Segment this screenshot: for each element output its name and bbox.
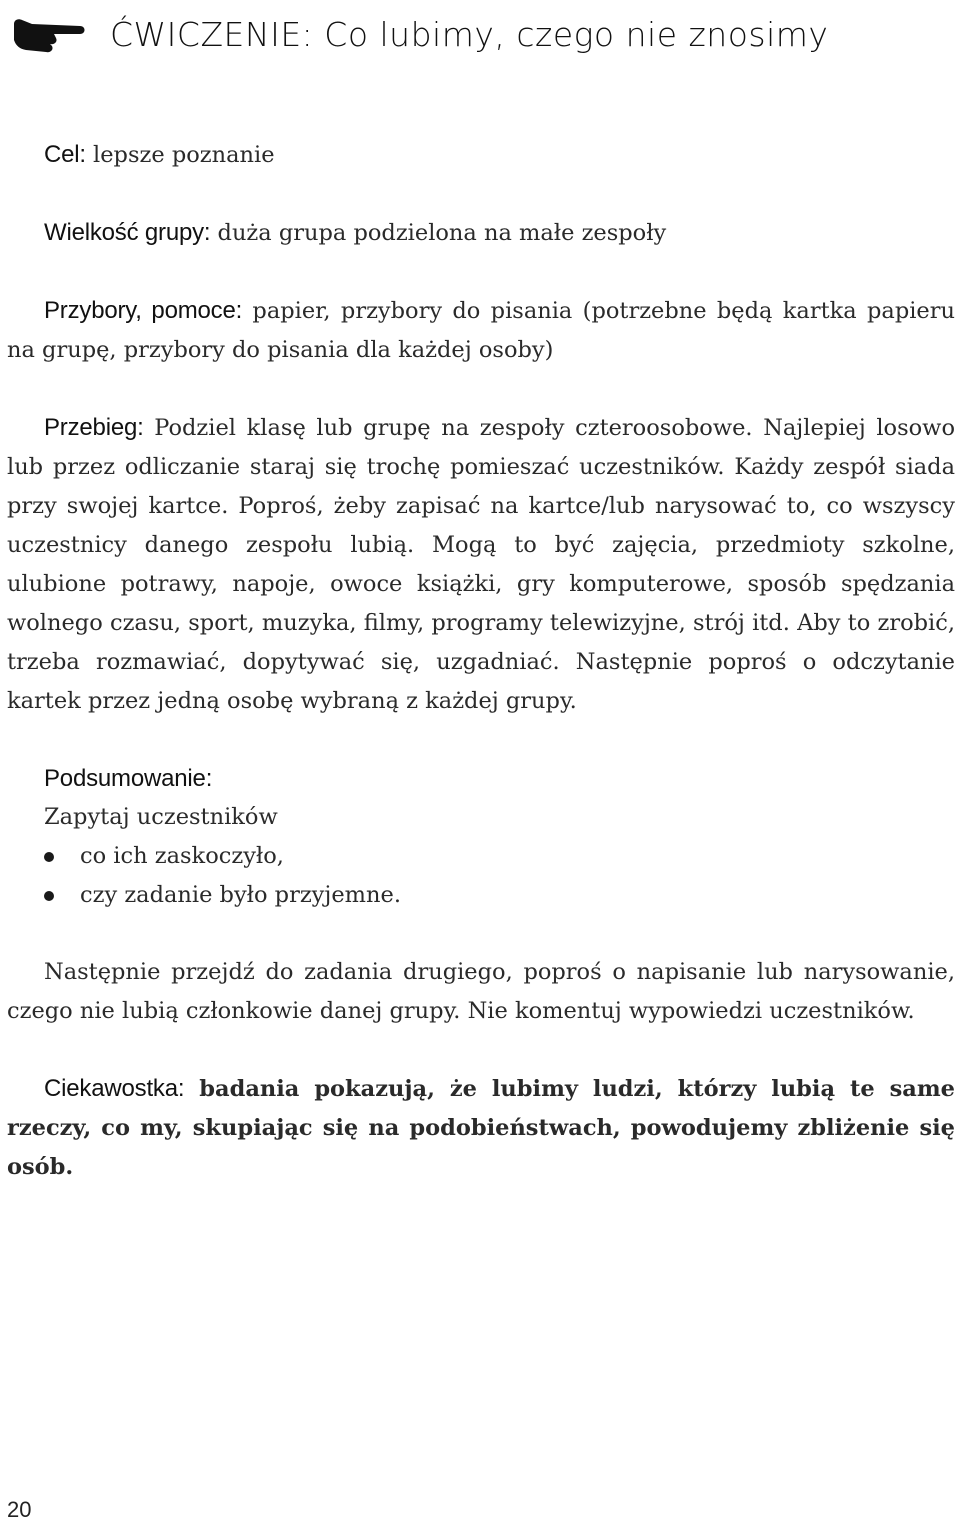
bullet-icon — [44, 891, 54, 901]
bullet-text: czy zadanie było przyjemne. — [80, 882, 401, 908]
summary-section — [7, 759, 955, 915]
exercise-header — [10, 6, 940, 62]
summary-bullet-list — [7, 837, 955, 915]
pointing-hand-icon — [10, 14, 88, 54]
bullet-text: co ich zaskoczyło, — [80, 843, 284, 869]
materials-paragraph — [7, 291, 955, 370]
goal-text: lepsze poznanie — [85, 142, 275, 168]
goal-line — [44, 135, 955, 175]
exercise-title: ĆWICZENIE: Co lubimy, czego nie znosimy — [110, 14, 829, 54]
next-step-paragraph: Następnie przejdź do zadania drugiego, poproś o napisanie lub narysowanie, czego nie lubią członkowie danej grupy. Nie komentuj wypowiedzi uczestników. — [7, 959, 955, 1024]
materials-text: papier, przybory do pisania (potrzebne będą kartka papieru na grupę, przybory do pisania dla każdej osoby) — [7, 298, 955, 363]
goal-label: Cel: — [44, 141, 86, 168]
fact-paragraph — [7, 1069, 955, 1187]
group-size-line — [44, 213, 955, 253]
group-size-label: Wielkość grupy: — [44, 219, 211, 246]
list-item — [44, 837, 955, 876]
fact-label: Ciekawostka: — [44, 1075, 185, 1102]
page-number: 20 — [7, 1497, 32, 1522]
fact-text: badania pokazują, że lubimy ludzi, którzy lubią te same rzeczy, co my, skupiając się na podobieństwach, powodujemy zbliżenie się osób. — [7, 1076, 955, 1180]
group-size-text: duża grupa podzielona na małe zespoły — [210, 220, 667, 246]
exercise-content — [7, 135, 955, 1187]
procedure-paragraph — [7, 408, 955, 721]
summary-intro: Zapytaj uczestników — [44, 804, 278, 830]
procedure-text: Podziel klasę lub grupę na zespoły czteroosobowe. Najlepiej losowo lub przez odliczanie staraj się trochę pomieszać uczestników. Każdy zespół siada przy swojej kartce. Poproś, żeby zapisać na kartce/lub narysować to, co wszyscy uczestnicy danego zespołu lubią. Mogą to być zajęcia, przedmioty szkolne, ulubione potrawy, napoje, owoce książki, gry komputerowe, sposób spędzania wolnego czasu, sport, muzyka, filmy, programy telewizyjne, strój itd. Aby to zrobić, trzeba rozmawiać, dopytywać się, uzgadniać. Następnie poproś o odczytanie kartek przez jedną osobę wybraną z każdej grupy. — [7, 415, 955, 714]
list-item — [44, 876, 955, 915]
procedure-label: Przebieg: — [44, 414, 144, 441]
materials-label: Przybory, pomoce: — [44, 297, 243, 324]
summary-label: Podsumowanie: — [44, 765, 213, 792]
bullet-icon — [44, 852, 54, 862]
